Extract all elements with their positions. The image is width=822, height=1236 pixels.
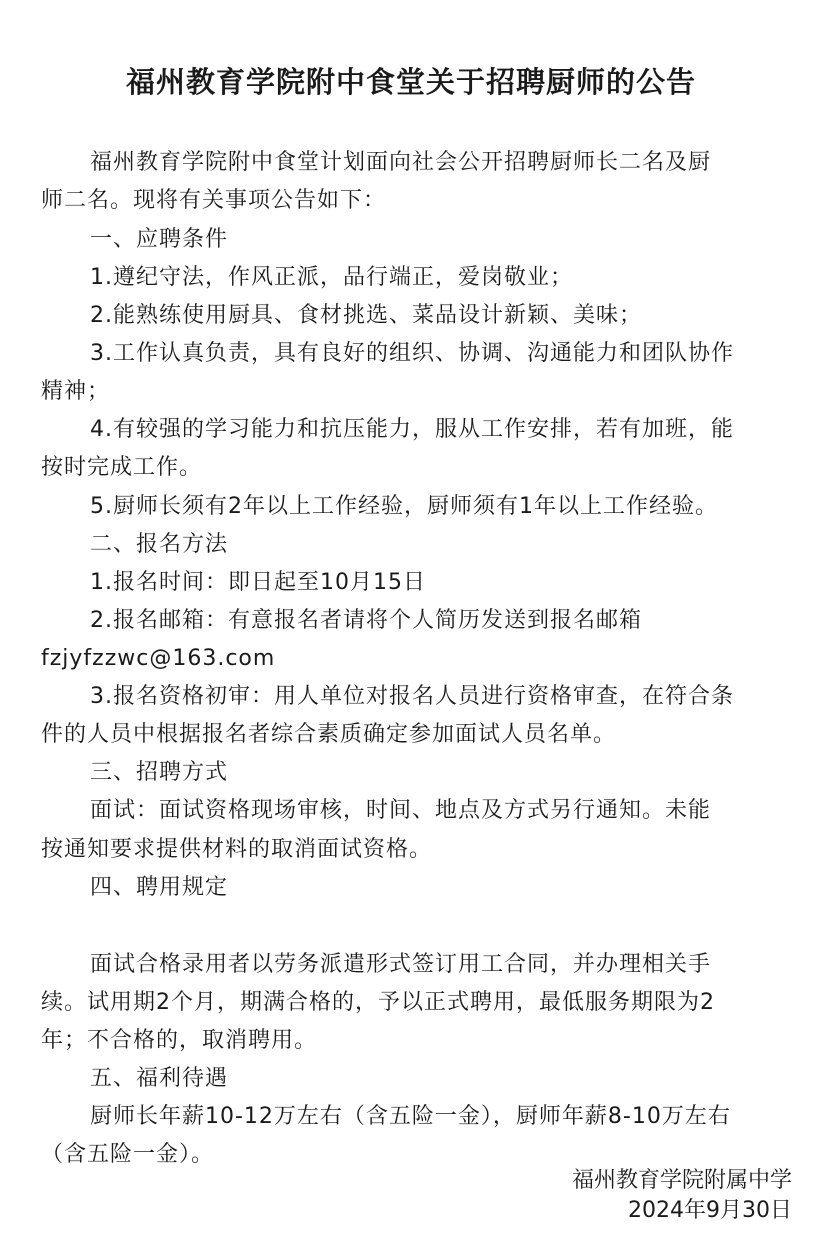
benefits-line-2: （含五险一金）。 (41, 1142, 215, 1167)
requirement-4-line-2: 按时完成工作。 (41, 455, 203, 480)
requirement-4-line-1: 4.有较强的学习能力和抗压能力，服从工作安排，若有加班，能 (90, 417, 734, 442)
intro-line-2: 师二名。现将有关事项公告如下： (41, 188, 387, 213)
intro-line-1: 福州教育学院附中食堂计划面向社会公开招聘厨师长二名及厨 (90, 150, 712, 175)
section-heading-application: 二、报名方法 (90, 532, 229, 557)
application-review-line-1: 3.报名资格初审：用人单位对报名人员进行资格审查，在符合条 (90, 684, 734, 709)
section-heading-employment: 四、聘用规定 (90, 875, 229, 900)
application-email-address: fzjyfzzwc@163.com (41, 646, 276, 671)
employment-line-1: 面试合格录用者以劳务派遣形式签订用工合同，并办理相关手 (90, 952, 712, 977)
application-review-line-2: 件的人员中根据报名者综合素质确定参加面试人员名单。 (41, 722, 617, 747)
signature-organization: 福州教育学院附属中学 (571, 1168, 792, 1193)
requirement-3-line-2: 精神； (41, 379, 111, 404)
application-email-line-1: 2.报名邮箱：有意报名者请将个人简历发送到报名邮箱 (90, 608, 642, 633)
requirement-2: 2.能熟练使用厨具、食材挑选、菜品设计新颖、美味； (90, 303, 642, 328)
signature-date: 2024年9月30日 (628, 1198, 792, 1223)
interview-line-2: 按通知要求提供材料的取消面试资格。 (41, 837, 433, 862)
requirement-5: 5.厨师长须有2年以上工作经验，厨师须有1年以上工作经验。 (90, 494, 718, 519)
requirement-3-line-1: 3.工作认真负责，具有良好的组织、协调、沟通能力和团队协作 (90, 341, 734, 366)
section-heading-requirements: 一、应聘条件 (90, 227, 229, 252)
section-heading-benefits: 五、福利待遇 (90, 1066, 229, 1091)
interview-line-1: 面试：面试资格现场审核，时间、地点及方式另行通知。未能 (90, 798, 712, 823)
employment-line-2: 续。试用期2个月，期满合格的，予以正式聘用，最低服务期限为2 (41, 990, 715, 1015)
employment-line-3: 年；不合格的，取消聘用。 (41, 1028, 318, 1053)
application-time: 1.报名时间：即日起至10月15日 (90, 570, 426, 595)
section-heading-recruitment-method: 三、招聘方式 (90, 760, 229, 785)
announcement-title: 福州教育学院附中食堂关于招聘厨师的公告 (125, 65, 696, 99)
benefits-line-1: 厨师长年薪10-12万左右（含五险一金），厨师年薪8-10万左右 (90, 1104, 731, 1129)
requirement-1: 1.遵纪守法，作风正派，品行端正，爱岗敬业； (90, 265, 573, 290)
